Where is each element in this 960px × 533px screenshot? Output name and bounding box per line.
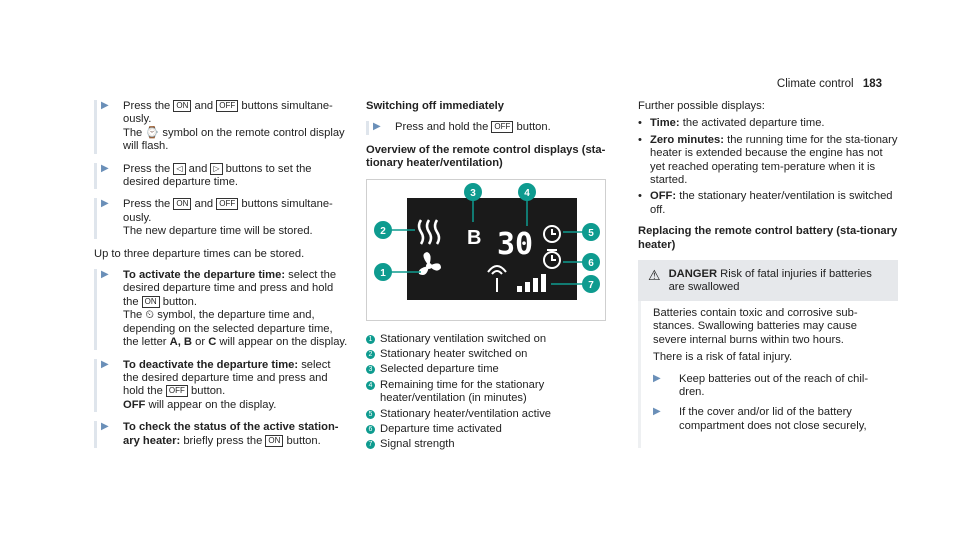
warning-triangle-icon: ⚠ bbox=[648, 267, 661, 284]
svg-text:4: 4 bbox=[524, 187, 530, 199]
list-item: • Zero minutes: the running time for the sta-tionary heater is extended because the engine has not yet reached operating tem-perature when it is started. bbox=[638, 134, 898, 188]
step-arrow-icon: ▶ bbox=[373, 121, 381, 133]
instruction-step: ▶ Press and hold the OFF button. bbox=[366, 121, 621, 134]
instruction-step: ▶ Press the ON and OFF buttons simultane-ously. The new departure time will be stored. bbox=[94, 198, 349, 238]
instruction-step: ▶ To check the status of the active station-ary heater: briefly press the ON button. bbox=[94, 421, 349, 448]
danger-text: There is a risk of fatal injury. bbox=[653, 351, 793, 364]
instruction-step: ▶ Press the ON and OFF buttons simultane-ously. The ⌚ symbol on the remote control display will flash. bbox=[94, 100, 349, 154]
step-arrow-icon: ▶ bbox=[653, 406, 661, 418]
svg-text:7: 7 bbox=[588, 279, 594, 291]
column-2 bbox=[366, 100, 621, 454]
off-key-icon: OFF bbox=[491, 121, 513, 133]
step-arrow-icon: ▶ bbox=[101, 358, 109, 370]
legend-item: 4 Remaining time for the stationary heater/ventilation (in minutes) bbox=[366, 379, 621, 406]
step-arrow-icon: ▶ bbox=[101, 162, 109, 174]
step-arrow-icon: ▶ bbox=[101, 198, 109, 210]
section-title: Climate control bbox=[776, 78, 854, 90]
section-heading: Replacing the remote control battery (sta-tionary heater) bbox=[638, 225, 898, 251]
step-arrow-icon: ▶ bbox=[653, 372, 661, 384]
instruction-step: ▶ Keep batteries out of the reach of chil-dren. bbox=[653, 372, 869, 398]
legend-item: 2 Stationary heater switched on bbox=[366, 348, 621, 361]
on-key-icon: ON bbox=[142, 296, 160, 308]
svg-text:1: 1 bbox=[380, 267, 386, 279]
off-key-icon: OFF bbox=[216, 198, 238, 210]
section-heading: Switching off immediately bbox=[366, 100, 504, 112]
svg-text:2: 2 bbox=[380, 225, 386, 237]
column-3 bbox=[638, 100, 898, 448]
step-arrow-icon: ▶ bbox=[101, 269, 109, 281]
list-item: • OFF: the stationary heater/ventilation is switched off. bbox=[638, 190, 898, 217]
instruction-step: ▶ To activate the departure time: select the desired departure time and press and hold the ON button. The ⏲ symbol, the departure time and, depending on the selected departure time, the letter A, B or C will appear on the display. bbox=[94, 269, 349, 349]
svg-text:5: 5 bbox=[588, 227, 594, 239]
legend-item: 1 Stationary ventilation switched on bbox=[366, 333, 621, 346]
step-arrow-icon: ▶ bbox=[101, 100, 109, 111]
on-key-icon: ON bbox=[173, 198, 191, 210]
legend-item: 3 Selected departure time bbox=[366, 363, 621, 376]
clock-symbol-icon: ⌚ bbox=[145, 126, 160, 139]
remote-display-figure bbox=[366, 179, 606, 321]
remaining-time-digits: 30 bbox=[497, 226, 534, 262]
departure-letter: B bbox=[467, 226, 482, 249]
danger-title: Risk of fatal injuries if batteries are swallowed bbox=[668, 268, 872, 294]
legend-item: 7 Signal strength bbox=[366, 438, 621, 451]
page-header bbox=[777, 78, 882, 90]
page-number: 183 bbox=[862, 78, 882, 90]
instruction-step: ▶ If the cover and/or lid of the battery compartment does not close securely, bbox=[653, 406, 867, 432]
figure-legend bbox=[366, 333, 621, 452]
danger-text: Batteries contain toxic and corrosive sub-stances. Swallowing batteries may cause severe internal burns within two hours. bbox=[653, 306, 858, 346]
intro-text: Further possible displays: bbox=[638, 100, 765, 112]
timer-symbol-icon: ⏲ bbox=[145, 309, 155, 322]
display-list bbox=[638, 117, 898, 217]
step-arrow-icon: ▶ bbox=[101, 421, 109, 433]
section-heading: Overview of the remote control displays (sta-tionary heater/ventilation) bbox=[366, 143, 606, 170]
danger-label: DANGER bbox=[668, 268, 718, 281]
left-key-icon: ◁ bbox=[173, 163, 185, 175]
svg-text:6: 6 bbox=[588, 257, 594, 269]
danger-box bbox=[638, 260, 898, 448]
svg-text:3: 3 bbox=[470, 187, 476, 199]
column-1 bbox=[94, 100, 349, 457]
info-paragraph: Up to three departure times can be stored. bbox=[94, 247, 305, 260]
legend-item: 6 Departure time activated bbox=[366, 423, 621, 436]
instruction-step: ▶ To deactivate the departure time: select the desired departure time and press and hold the OFF button. OFF will appear on the display. bbox=[94, 359, 349, 413]
off-key-icon: OFF bbox=[216, 100, 238, 112]
instruction-step: ▶ Press the ◁ and ▷ buttons to set the desired departure time. bbox=[94, 163, 349, 190]
right-key-icon: ▷ bbox=[210, 163, 222, 175]
list-item: • Time: the activated departure time. bbox=[638, 117, 898, 130]
on-key-icon: ON bbox=[265, 435, 283, 447]
on-key-icon: ON bbox=[173, 100, 191, 112]
off-key-icon: OFF bbox=[166, 385, 188, 397]
legend-item: 5 Stationary heater/ventilation active bbox=[366, 408, 621, 421]
